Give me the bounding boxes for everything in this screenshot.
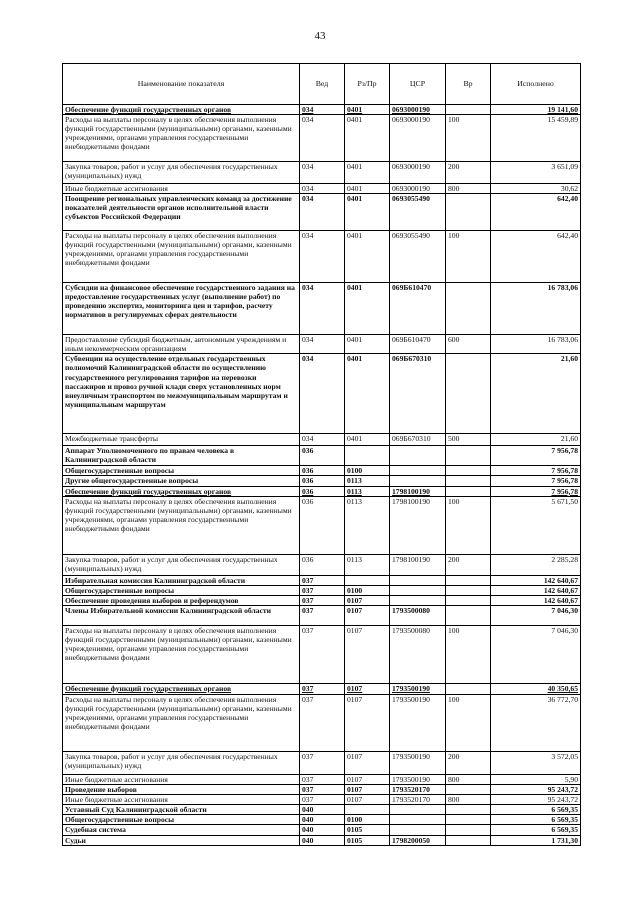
cell-ved: 034 xyxy=(300,194,345,231)
cell-ved: 034 xyxy=(300,115,345,162)
cell-vr: 800 xyxy=(446,795,491,805)
cell-vr xyxy=(446,785,491,795)
cell-vr: 100 xyxy=(446,496,491,554)
cell-executed: 642,40 xyxy=(491,194,581,231)
table-row xyxy=(63,486,581,496)
cell-rz-pr: 0100 xyxy=(345,585,390,595)
cell-executed: 16 783,06 xyxy=(491,335,581,354)
cell-vr: 500 xyxy=(446,434,491,446)
cell-executed: 7 956,78 xyxy=(491,466,581,476)
cell-name: Судьи xyxy=(63,835,300,845)
table-row xyxy=(63,625,581,683)
cell-vr: 100 xyxy=(446,694,491,751)
cell-rz-pr: 0401 xyxy=(345,231,390,283)
cell-name: Расходы на выплаты персоналу в целях обеспечения выполнения функций государственными (муниципальными) органами, казенными учреждениями, органами управления государственными внебюджетными фондами xyxy=(63,115,300,162)
table-row xyxy=(63,115,581,162)
cell-rz-pr: 0401 xyxy=(345,105,390,115)
cell-vr: 100 xyxy=(446,625,491,683)
table-row xyxy=(63,825,581,835)
cell-executed: 3 651,09 xyxy=(491,162,581,184)
cell-ved: 034 xyxy=(300,105,345,115)
cell-name: Иные бюджетные ассигнования xyxy=(63,774,300,784)
cell-rz-pr: 0401 xyxy=(345,283,390,335)
cell-csr: 1793500190 xyxy=(390,694,446,751)
cell-rz-pr xyxy=(345,446,390,466)
cell-executed: 1 731,30 xyxy=(491,835,581,845)
cell-ved: 034 xyxy=(300,434,345,446)
cell-rz-pr: 0107 xyxy=(345,785,390,795)
cell-csr xyxy=(390,476,446,486)
cell-vr: 100 xyxy=(446,115,491,162)
table-row xyxy=(63,194,581,231)
header-rz-pr: Рз/Пр xyxy=(345,64,390,105)
cell-executed: 95 243,72 xyxy=(491,785,581,795)
cell-name: Обеспечение функций государственных органов xyxy=(63,486,300,496)
header-vr: Вр xyxy=(446,64,491,105)
cell-csr: 1798100190 xyxy=(390,554,446,575)
cell-name: Иные бюджетные ассигнования xyxy=(63,184,300,194)
cell-name: Расходы на выплаты персоналу в целях обеспечения выполнения функций государственными (муниципальными) органами, казенными учреждениями, органами управления государственными внебюджетными фондами xyxy=(63,694,300,751)
cell-csr: 0693000190 xyxy=(390,184,446,194)
cell-rz-pr: 0107 xyxy=(345,795,390,805)
cell-vr: 200 xyxy=(446,554,491,575)
cell-vr xyxy=(446,805,491,815)
cell-executed: 95 243,72 xyxy=(491,795,581,805)
table-row xyxy=(63,815,581,825)
cell-csr: 0693055490 xyxy=(390,194,446,231)
cell-executed: 15 459,89 xyxy=(491,115,581,162)
cell-executed: 21,60 xyxy=(491,434,581,446)
cell-rz-pr: 0107 xyxy=(345,683,390,694)
cell-rz-pr: 0113 xyxy=(345,486,390,496)
cell-vr xyxy=(446,585,491,595)
cell-executed: 142 640,67 xyxy=(491,575,581,585)
cell-csr xyxy=(390,805,446,815)
cell-csr xyxy=(390,825,446,835)
cell-name: Субсидии на финансовое обеспечение государственного задания на предоставление государственных услуг (выполнение работ) по проведению экспертиз, мониторинга цен и тарифов, расчету нормативов в регулируемых сферах деятельности xyxy=(63,283,300,335)
header-csr: ЦСР xyxy=(390,64,446,105)
cell-csr: 069Б670310 xyxy=(390,434,446,446)
cell-executed: 3 572,05 xyxy=(491,751,581,774)
cell-name: Обеспечение функций государственных органов xyxy=(63,683,300,694)
cell-ved: 037 xyxy=(300,605,345,625)
cell-executed: 40 350,65 xyxy=(491,683,581,694)
cell-rz-pr: 0401 xyxy=(345,354,390,434)
header-executed: Исполнено xyxy=(491,64,581,105)
cell-rz-pr: 0107 xyxy=(345,694,390,751)
cell-rz-pr: 0113 xyxy=(345,554,390,575)
cell-ved: 036 xyxy=(300,486,345,496)
cell-rz-pr xyxy=(345,805,390,815)
cell-rz-pr xyxy=(345,575,390,585)
table-row xyxy=(63,446,581,466)
table-row xyxy=(63,476,581,486)
table-row xyxy=(63,434,581,446)
cell-vr xyxy=(446,815,491,825)
cell-vr xyxy=(446,194,491,231)
cell-rz-pr: 0107 xyxy=(345,774,390,784)
cell-rz-pr: 0401 xyxy=(345,184,390,194)
table-row xyxy=(63,335,581,354)
cell-csr xyxy=(390,585,446,595)
cell-csr xyxy=(390,815,446,825)
table-row xyxy=(63,162,581,184)
cell-vr xyxy=(446,835,491,845)
cell-vr xyxy=(446,476,491,486)
cell-rz-pr: 0113 xyxy=(345,476,390,486)
cell-name: Иные бюджетные ассигнования xyxy=(63,795,300,805)
table-row xyxy=(63,554,581,575)
cell-ved: 036 xyxy=(300,446,345,466)
header-ved: Вед xyxy=(300,64,345,105)
cell-ved: 034 xyxy=(300,354,345,434)
cell-vr xyxy=(446,605,491,625)
cell-executed: 30,62 xyxy=(491,184,581,194)
cell-name: Расходы на выплаты персоналу в целях обеспечения выполнения функций государственными (муниципальными) органами, казенными учреждениями, органами управления государственными внебюджетными фондами xyxy=(63,496,300,554)
cell-vr: 200 xyxy=(446,751,491,774)
cell-rz-pr: 0105 xyxy=(345,835,390,845)
cell-name: Закупка товаров, работ и услуг для обеспечения государственных (муниципальных) нужд xyxy=(63,162,300,184)
budget-table xyxy=(62,63,581,846)
cell-rz-pr: 0105 xyxy=(345,825,390,835)
cell-rz-pr: 0113 xyxy=(345,496,390,554)
table-row xyxy=(63,835,581,845)
cell-name: Закупка товаров, работ и услуг для обеспечения государственных (муниципальных) нужд xyxy=(63,554,300,575)
cell-ved: 037 xyxy=(300,683,345,694)
cell-rz-pr: 0100 xyxy=(345,815,390,825)
cell-csr: 0693000190 xyxy=(390,162,446,184)
cell-name: Общегосударственные вопросы xyxy=(63,466,300,476)
table-row xyxy=(63,795,581,805)
cell-executed: 7 046,30 xyxy=(491,625,581,683)
cell-ved: 037 xyxy=(300,625,345,683)
cell-rz-pr: 0401 xyxy=(345,434,390,446)
cell-ved: 037 xyxy=(300,785,345,795)
cell-executed: 19 141,60 xyxy=(491,105,581,115)
cell-name: Общегосударственные вопросы xyxy=(63,585,300,595)
header-name: Наименование показателя xyxy=(63,64,300,105)
cell-rz-pr: 0107 xyxy=(345,751,390,774)
cell-name: Закупка товаров, работ и услуг для обеспечения государственных (муниципальных) нужд xyxy=(63,751,300,774)
cell-ved: 037 xyxy=(300,575,345,585)
cell-csr: 0693055490 xyxy=(390,231,446,283)
cell-csr: 069Б670310 xyxy=(390,354,446,434)
cell-vr: 600 xyxy=(446,335,491,354)
cell-name: Поощрение региональных управленческих команд за достижение показателей деятельности органов исполнительной власти субъектов Российской Федерации xyxy=(63,194,300,231)
cell-name: Общегосударственные вопросы xyxy=(63,815,300,825)
cell-vr xyxy=(446,105,491,115)
table-row xyxy=(63,575,581,585)
cell-csr xyxy=(390,575,446,585)
cell-rz-pr: 0107 xyxy=(345,595,390,605)
cell-executed: 2 285,28 xyxy=(491,554,581,575)
cell-csr: 1793520170 xyxy=(390,785,446,795)
cell-executed: 21,60 xyxy=(491,354,581,434)
table-row xyxy=(63,105,581,115)
cell-vr xyxy=(446,354,491,434)
table-row xyxy=(63,605,581,625)
cell-ved: 040 xyxy=(300,825,345,835)
cell-ved: 034 xyxy=(300,335,345,354)
cell-name: Субвенции на осуществление отдельных государственных полномочий Калининградской области по осуществлению государственного регулирования тарифов на перевозки пассажиров и провоз ручной клади сверх установленных норм внеуличным транспортом по межмуниципальным маршрутам и муниципальным маршрутам xyxy=(63,354,300,434)
cell-executed: 6 569,35 xyxy=(491,815,581,825)
table-row xyxy=(63,785,581,795)
cell-csr xyxy=(390,446,446,466)
cell-name: Межбюджетные трансферты xyxy=(63,434,300,446)
cell-csr: 1798100190 xyxy=(390,496,446,554)
page-number: 43 xyxy=(314,30,326,42)
cell-name: Предоставление субсидий бюджетным, автономным учреждениям и иным некоммерческим организациям xyxy=(63,335,300,354)
cell-ved: 036 xyxy=(300,466,345,476)
cell-csr: 0693000190 xyxy=(390,105,446,115)
table-row xyxy=(63,751,581,774)
cell-ved: 037 xyxy=(300,694,345,751)
cell-csr: 1793500190 xyxy=(390,683,446,694)
cell-name: Аппарат Уполномоченного по правам человека в Калининградской области xyxy=(63,446,300,466)
table-header-row xyxy=(63,64,581,105)
cell-executed: 7 046,30 xyxy=(491,605,581,625)
cell-csr: 0693000190 xyxy=(390,115,446,162)
cell-vr xyxy=(446,283,491,335)
cell-ved: 037 xyxy=(300,795,345,805)
table-row xyxy=(63,774,581,784)
cell-executed: 5,90 xyxy=(491,774,581,784)
table-row xyxy=(63,585,581,595)
cell-ved: 037 xyxy=(300,585,345,595)
table-body xyxy=(63,105,581,846)
table-row xyxy=(63,466,581,476)
cell-rz-pr: 0100 xyxy=(345,466,390,476)
cell-name: Расходы на выплаты персоналу в целях обеспечения выполнения функций государственными (муниципальными) органами, казенными учреждениями, органами управления государственными внебюджетными фондами xyxy=(63,231,300,283)
cell-ved: 037 xyxy=(300,751,345,774)
cell-ved: 040 xyxy=(300,805,345,815)
cell-vr: 200 xyxy=(446,162,491,184)
cell-executed: 7 956,78 xyxy=(491,486,581,496)
table-row xyxy=(63,184,581,194)
cell-ved: 034 xyxy=(300,184,345,194)
cell-executed: 142 640,67 xyxy=(491,585,581,595)
cell-rz-pr: 0107 xyxy=(345,625,390,683)
cell-executed: 36 772,70 xyxy=(491,694,581,751)
cell-executed: 7 956,78 xyxy=(491,446,581,466)
cell-name: Обеспечение проведения выборов и референдумов xyxy=(63,595,300,605)
cell-csr: 1793500080 xyxy=(390,605,446,625)
table-row xyxy=(63,354,581,434)
cell-vr: 800 xyxy=(446,774,491,784)
cell-rz-pr: 0401 xyxy=(345,115,390,162)
cell-executed: 142 640,67 xyxy=(491,595,581,605)
cell-csr: 1793520170 xyxy=(390,795,446,805)
cell-csr: 1793500190 xyxy=(390,751,446,774)
cell-csr: 1793500080 xyxy=(390,625,446,683)
cell-executed: 7 956,78 xyxy=(491,476,581,486)
cell-vr: 800 xyxy=(446,184,491,194)
cell-vr xyxy=(446,683,491,694)
cell-ved: 037 xyxy=(300,595,345,605)
cell-vr xyxy=(446,575,491,585)
cell-vr xyxy=(446,466,491,476)
table-row xyxy=(63,595,581,605)
cell-executed: 5 671,50 xyxy=(491,496,581,554)
cell-name: Расходы на выплаты персоналу в целях обеспечения выполнения функций государственными (муниципальными) органами, казенными учреждениями, органами управления государственными внебюджетными фондами xyxy=(63,625,300,683)
cell-name: Другие общегосударственные вопросы xyxy=(63,476,300,486)
cell-ved: 034 xyxy=(300,162,345,184)
cell-name: Уставный Суд Калининградской области xyxy=(63,805,300,815)
cell-vr xyxy=(446,486,491,496)
cell-name: Обеспечение функций государственных органов xyxy=(63,105,300,115)
cell-csr xyxy=(390,466,446,476)
cell-executed: 6 569,35 xyxy=(491,825,581,835)
cell-csr: 1798100190 xyxy=(390,486,446,496)
cell-executed: 642,40 xyxy=(491,231,581,283)
cell-ved: 036 xyxy=(300,554,345,575)
cell-vr xyxy=(446,446,491,466)
table-row xyxy=(63,283,581,335)
cell-rz-pr: 0401 xyxy=(345,162,390,184)
cell-name: Проведение выборов xyxy=(63,785,300,795)
cell-name: Члены Избирательной комиссии Калининградской области xyxy=(63,605,300,625)
cell-executed: 6 569,35 xyxy=(491,805,581,815)
cell-csr xyxy=(390,595,446,605)
cell-csr: 1798200050 xyxy=(390,835,446,845)
table-row xyxy=(63,694,581,751)
table-row xyxy=(63,496,581,554)
cell-csr: 069Б610470 xyxy=(390,335,446,354)
cell-ved: 040 xyxy=(300,815,345,825)
table-row xyxy=(63,231,581,283)
cell-vr xyxy=(446,595,491,605)
cell-ved: 037 xyxy=(300,774,345,784)
cell-vr xyxy=(446,825,491,835)
cell-csr: 1793500190 xyxy=(390,774,446,784)
cell-ved: 034 xyxy=(300,283,345,335)
cell-executed: 16 783,06 xyxy=(491,283,581,335)
cell-rz-pr: 0401 xyxy=(345,194,390,231)
cell-rz-pr: 0107 xyxy=(345,605,390,625)
cell-csr: 069Б610470 xyxy=(390,283,446,335)
cell-name: Избирательная комиссия Калининградской области xyxy=(63,575,300,585)
cell-vr: 100 xyxy=(446,231,491,283)
cell-rz-pr: 0401 xyxy=(345,335,390,354)
cell-ved: 036 xyxy=(300,496,345,554)
cell-ved: 040 xyxy=(300,835,345,845)
cell-name: Судебная система xyxy=(63,825,300,835)
table-row xyxy=(63,805,581,815)
table-row xyxy=(63,683,581,694)
cell-ved: 036 xyxy=(300,476,345,486)
cell-ved: 034 xyxy=(300,231,345,283)
